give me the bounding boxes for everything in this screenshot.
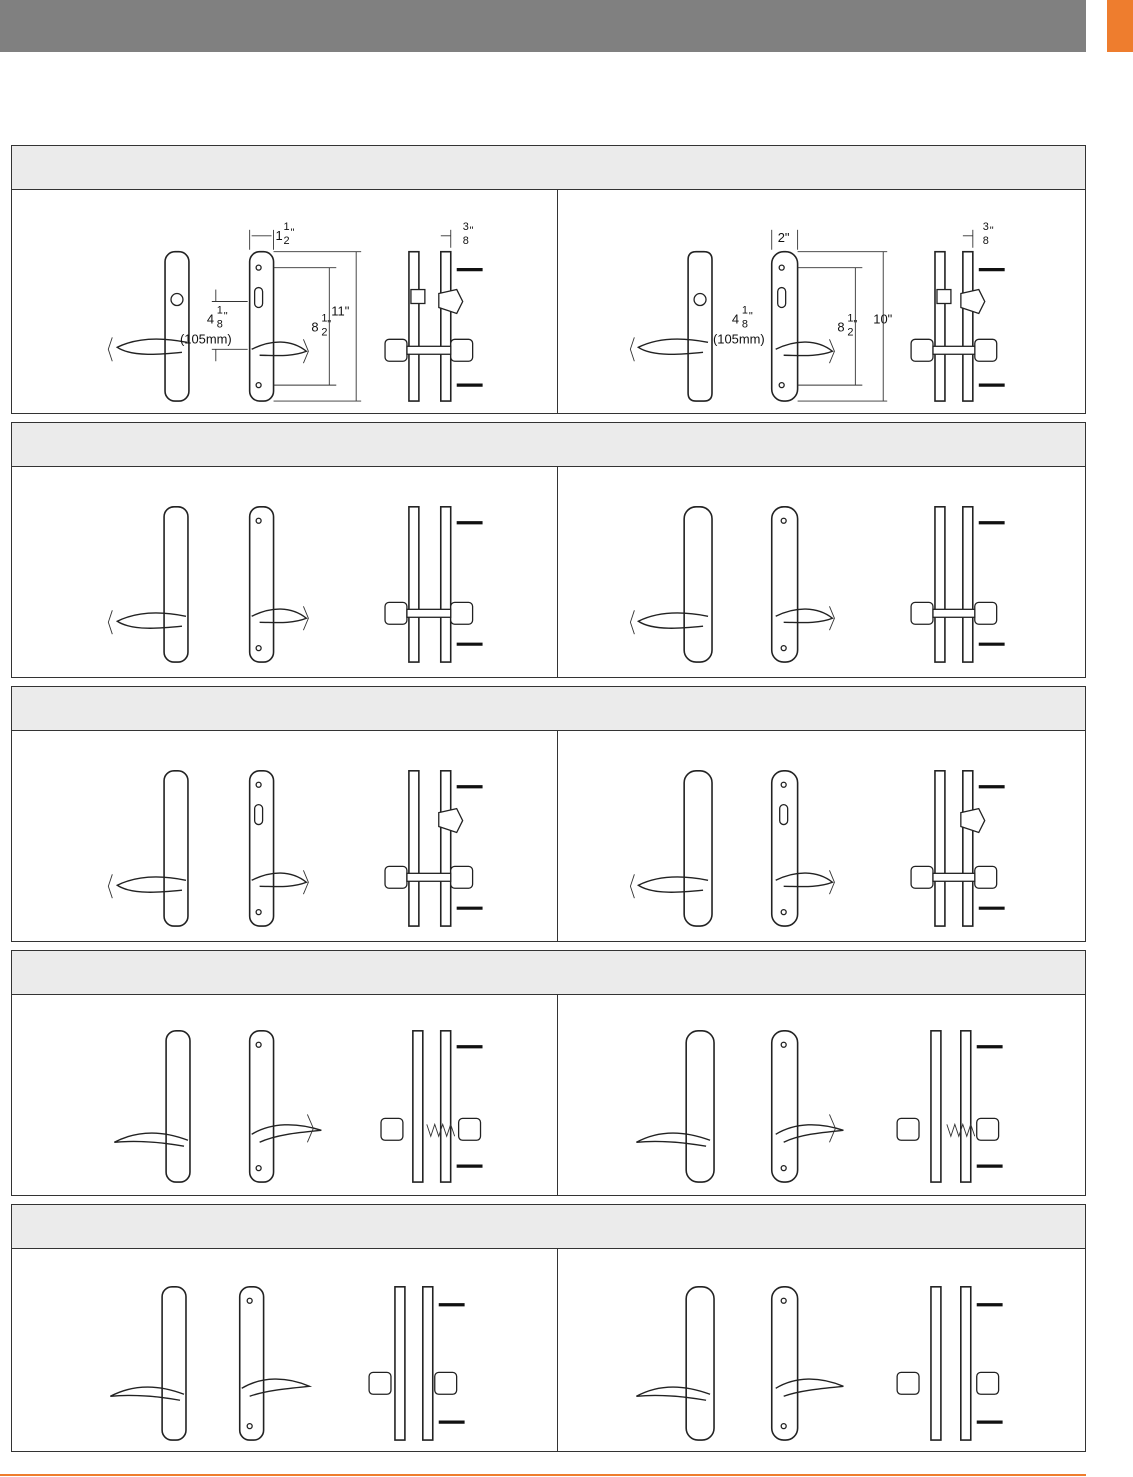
dimension-label: 8 [462, 234, 469, 247]
footer-rule [0, 1474, 1086, 1476]
dimension-label: " [748, 310, 753, 323]
screw-hole-icon [256, 383, 261, 388]
hardware-drawing [558, 190, 1085, 413]
keyhole-icon [171, 294, 183, 306]
dimension-label: 1 [216, 304, 223, 317]
lever-hub-icon [451, 339, 473, 361]
panel-narrow-plate-spring [12, 995, 558, 1195]
lever-hub-icon [385, 339, 407, 361]
hardware-section-2 [11, 422, 1086, 678]
side-plate-icon [441, 252, 451, 401]
dimension-label: 3 [462, 220, 469, 233]
section-header [12, 146, 1085, 190]
side-plate-icon [935, 252, 945, 401]
dimension-label: 4 [731, 311, 740, 327]
hardware-section-1 [11, 145, 1086, 414]
dimension-label: 8 [837, 319, 845, 335]
panel-narrow-plate-keyed [12, 190, 558, 413]
section-header [12, 423, 1085, 467]
section-header [12, 1205, 1085, 1249]
dimension-label: 4 [206, 311, 215, 327]
hardware-drawing [558, 467, 1085, 677]
panel-narrow-plate-dummy [12, 1249, 558, 1451]
dimension-label: 1 [275, 227, 283, 243]
dimension-label: " [469, 224, 474, 237]
dimension-label: (105mm) [179, 331, 232, 347]
hardware-section-4 [11, 950, 1086, 1196]
dimension-label: " [290, 226, 295, 239]
hardware-drawing [12, 1249, 557, 1451]
dimension-label: 10" [873, 311, 893, 327]
side-plate-icon [409, 252, 419, 401]
hardware-drawing [558, 995, 1085, 1195]
dimension-label: 11" [331, 303, 350, 319]
panel-wide-plate-keyed [558, 190, 1085, 413]
exterior-plate-icon [688, 252, 712, 401]
dimension-label: 1 [847, 312, 854, 325]
interior-plate-icon [250, 252, 274, 401]
rotation-arrow-icon [108, 337, 112, 361]
dimension-label: 1 [283, 220, 290, 233]
screw-hole-icon [256, 265, 261, 270]
panel-wide-plate-passage [558, 467, 1085, 677]
dimension-label: 2 [283, 234, 290, 247]
hardware-drawing [12, 467, 557, 677]
panel-wide-plate-spring [558, 995, 1085, 1195]
top-banner [0, 0, 1086, 52]
section-tab [1107, 0, 1133, 52]
dimension-label: " [327, 318, 332, 331]
dimension-label: 8 [216, 318, 223, 331]
dimension-label: 3 [982, 220, 989, 233]
spindle-icon [407, 346, 451, 354]
thumbturn-slot-icon [255, 288, 263, 308]
dimension-label: " [223, 310, 228, 323]
dimension-label: 2" [777, 229, 790, 245]
thumbturn-slot-icon [778, 288, 786, 308]
cylinder-icon [937, 290, 951, 304]
hardware-drawing [558, 1249, 1085, 1451]
interior-plate-icon [772, 252, 798, 401]
dimension-label: 8 [311, 319, 319, 335]
rotation-arrow-icon [630, 337, 634, 361]
exterior-plate-icon [165, 252, 189, 401]
section-header [12, 951, 1085, 995]
section-header [12, 687, 1085, 731]
hardware-section-3 [11, 686, 1086, 942]
hardware-section-5 [11, 1204, 1086, 1452]
panel-narrow-plate-passage [12, 467, 558, 677]
dimension-label: 1 [321, 312, 328, 325]
dimension-label: " [853, 318, 858, 331]
hardware-drawing [12, 190, 557, 413]
dimension-label: 8 [741, 318, 748, 331]
panel-narrow-plate-privacy [12, 731, 558, 941]
side-plate-icon [963, 252, 973, 401]
panel-wide-plate-dummy [558, 1249, 1085, 1451]
dimension-label: (105mm) [712, 331, 765, 347]
dimension-label: " [989, 224, 994, 237]
cylinder-icon [411, 290, 425, 304]
dimension-label: 2 [321, 326, 328, 339]
hardware-drawing [12, 995, 557, 1195]
dimension-label: 1 [741, 304, 748, 317]
panel-wide-plate-privacy [558, 731, 1085, 941]
keyhole-icon [694, 294, 706, 306]
dimension-label: 2 [847, 326, 854, 339]
hardware-drawing [558, 731, 1085, 941]
hardware-drawing [12, 731, 557, 941]
dimension-label: 8 [982, 234, 989, 247]
